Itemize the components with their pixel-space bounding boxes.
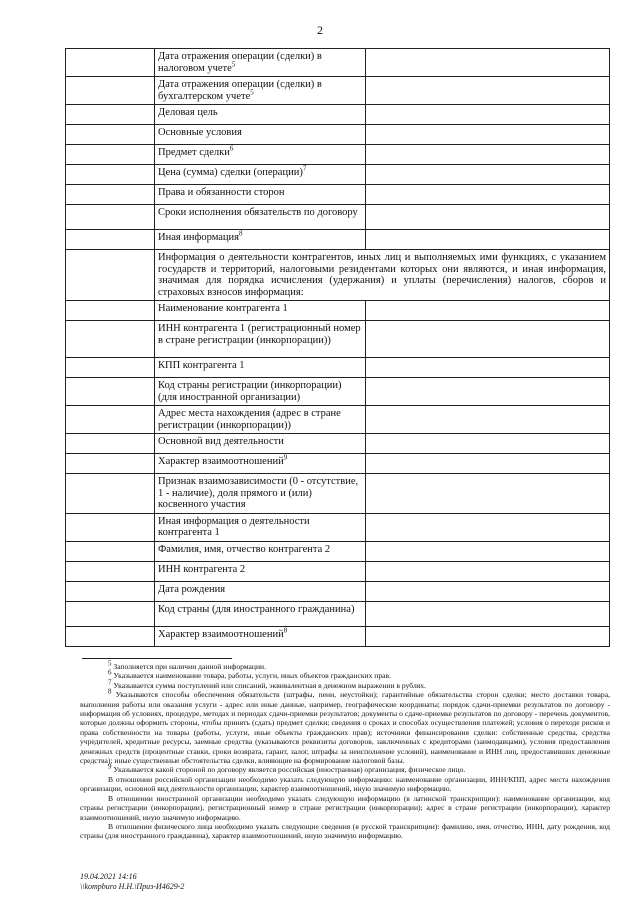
row-label-text: Основной вид деятельности [158, 436, 284, 447]
info-text: Информация о деятельности контрагентов, иных лиц и выполняемых ими функциях, с указанием государств и территорий, налоговыми резидентами которых они являются, и иная информация, значимая для порядка исчисления (удержания) и уплаты (перечисления) налогов, сборов и страховых взносов информация: [155, 250, 610, 301]
table-row [66, 105, 610, 125]
row-value-cell [366, 230, 610, 250]
footnote-ref: 5 [250, 88, 254, 96]
footnote-ref: 5 [231, 60, 236, 68]
row-label [155, 541, 366, 561]
row-value-cell [366, 77, 610, 105]
table-row [66, 358, 610, 378]
row-label [155, 105, 366, 125]
row-label [155, 49, 366, 77]
row-label-text: Дата отражения операции (сделки) в налоговом учете [158, 51, 322, 74]
row-number-cell [66, 406, 155, 434]
row-label-text: Права и обязанности сторон [158, 187, 285, 198]
row-label [155, 301, 366, 321]
row-label-text: Дата отражения операции (сделки) в бухгалтерском учете [158, 79, 322, 102]
row-value-cell [366, 165, 610, 185]
footnote-number: 8 [108, 687, 112, 696]
footnote-number: 7 [108, 678, 112, 687]
info-row [66, 250, 610, 301]
row-label-text: Иная информация о деятельности контрагента 1 [158, 515, 310, 538]
row-value-cell [366, 454, 610, 474]
row-label-text: Фамилия, имя, отчество контрагента 2 [158, 543, 331, 555]
row-label-text: ИНН контрагента 2 [158, 563, 246, 575]
row-number-cell [66, 474, 155, 514]
footnote-text: Указывается какой стороной по договору является российская (иностранная) организация, физическое лицо. [113, 765, 466, 775]
print-stamp [80, 872, 184, 892]
row-label-text: Признак взаимозависимости (0 - отсутствие, 1 - наличие), доля прямого и (или) косвенного участия [158, 476, 359, 510]
row-number-cell [66, 105, 155, 125]
footnote-number: 5 [108, 659, 112, 668]
row-label [155, 378, 366, 406]
row-value-cell [366, 406, 610, 434]
row-value-cell [366, 301, 610, 321]
row-number-cell [66, 601, 155, 626]
row-label-text: Цена (сумма) сделки (операции) [158, 167, 303, 178]
row-label-text: Код страны (для иностранного гражданина) [158, 603, 355, 615]
row-number-cell [66, 513, 155, 541]
row-value-cell [366, 105, 610, 125]
row-label [155, 125, 366, 145]
row-value-cell [366, 378, 610, 406]
row-number-cell [66, 165, 155, 185]
row-label [155, 581, 366, 601]
row-label [155, 601, 366, 626]
row-value-cell [366, 581, 610, 601]
row-value-cell [366, 125, 610, 145]
table-row [66, 626, 610, 646]
row-label-text: Характер взаимоотношений [158, 628, 284, 640]
row-number-cell [66, 358, 155, 378]
row-number-cell [66, 434, 155, 454]
footnote-text: Указывается сумма поступлений или списаний, эквивалентная в денежном выражении в рублях. [113, 680, 426, 690]
row-value-cell [366, 626, 610, 646]
footnotes [80, 659, 610, 841]
counterparty-1-section [66, 301, 610, 542]
row-number-cell [66, 561, 155, 581]
table-row [66, 581, 610, 601]
row-label-text: КПП контрагента 1 [158, 360, 245, 371]
table-row [66, 125, 610, 145]
table-row [66, 474, 610, 514]
row-label [155, 77, 366, 105]
row-value-cell [366, 145, 610, 165]
table-row [66, 49, 610, 77]
table-row [66, 601, 610, 626]
row-label [155, 406, 366, 434]
table-row [66, 454, 610, 474]
table-row [66, 145, 610, 165]
row-number-cell [66, 125, 155, 145]
footnote [80, 687, 610, 766]
table-row [66, 561, 610, 581]
row-value-cell [366, 561, 610, 581]
table-row [66, 434, 610, 454]
print-timestamp: 19.04.2021 14:16 [80, 872, 137, 881]
row-number-cell [66, 541, 155, 561]
table-row [66, 230, 610, 250]
table-row [66, 185, 610, 205]
row-label-text: Код страны регистрации (инкорпорации) (для иностранной организации) [158, 380, 342, 403]
transaction-details-section [66, 49, 610, 250]
counterparty-intro-section [66, 250, 610, 301]
footnote-ref: 8 [239, 229, 243, 238]
row-label [155, 454, 366, 474]
table-row [66, 513, 610, 541]
row-value-cell [366, 358, 610, 378]
footnote-number: 9 [108, 762, 112, 771]
row-label-text: Предмет сделки [158, 147, 230, 158]
row-number-cell [66, 301, 155, 321]
row-label-text: Адрес места нахождения (адрес в стране регистрации (инкорпорации)) [158, 408, 341, 431]
row-number-cell [66, 250, 155, 301]
footnote-text: Указываются способы обеспечения обязательств (штрафы, пени, неустойки); гарантийные обязательства сторон сделки; место доставки товара, выполнения работы или оказания услуги - адрес или иные данные, например, географические координаты; порядок сдачи-приемки результатов по договору - информация об условиях, процедуре, методах и периодах сдачи-приемки результатов; документы о сдаче-приемке результатов по договору - перечень документов, которые должны оформить стороны, чтобы принять (сдать) предмет сделки; сведения о сроках и способах осуществления платежей; условия о переходе рисков и права собственности на товары (работы, услуги, иные объекты гражданских прав); источники финансирования сделки: собственные средства, средства учредителей, кредитные ресурсы, заемные средства (указываются реквизиты договоров, заключенных с кредиторами (заимодавцами), условия предоставления денежных средств (процентные ставки, сроки возврата, гарант, залог, штрафы за неисполнение условий), наименование и ИНН лиц, предоставивших денежные средства); иные существенные обстоятельства сделки, влияющие на формирование налоговой базы. [80, 690, 610, 766]
row-label [155, 474, 366, 514]
footnote-text: В отношении иностранной организации необходимо указать следующую информацию (в латинской транскрипции): наименование организации, код страны регистрации (инкорпорации), регистрационный номер в стране регистрации (инкорпорации); адрес в стране регистрации (инкорпорации), характер взаимоотношений, иную значимую информацию. [80, 793, 610, 822]
table-row [66, 165, 610, 185]
footnote [80, 668, 610, 681]
footnote-ref: 9 [283, 453, 288, 462]
page-number: 2 [317, 23, 323, 37]
footnote-text: Заполняется при наличии данной информации. [113, 662, 267, 671]
row-value-cell [366, 49, 610, 77]
row-label-text: Сроки исполнения обязательств по договору [158, 207, 358, 218]
row-label-text: Дата рождения [158, 583, 226, 595]
row-value-cell [366, 474, 610, 514]
table-row [66, 321, 610, 358]
footnote [80, 794, 610, 822]
row-number-cell [66, 581, 155, 601]
footnote [80, 822, 610, 841]
footnote-ref: 6 [229, 144, 234, 153]
counterparty-2-section [66, 541, 610, 646]
table-row [66, 541, 610, 561]
row-label-text: Деловая цель [158, 107, 218, 118]
footnote [80, 678, 610, 690]
row-value-cell [366, 205, 610, 230]
row-number-cell [66, 230, 155, 250]
row-value-cell [366, 321, 610, 358]
row-label [155, 513, 366, 541]
row-label-text: Иная информация [158, 232, 240, 243]
row-number-cell [66, 454, 155, 474]
row-number-cell [66, 77, 155, 105]
row-number-cell [66, 205, 155, 230]
print-path: \\kompburo Н.Н.\Приз-И4629-2 [80, 882, 185, 891]
footnote [80, 762, 610, 775]
table-row [66, 406, 610, 434]
row-label-text: ИНН контрагента 1 (регистрационный номер в стране регистрации (инкорпорации)) [158, 323, 361, 346]
row-number-cell [66, 145, 155, 165]
row-label [155, 561, 366, 581]
footnote-text: В отношении российской организации необходимо указать следующую информацию: наименование организации, ИНН/КПП, адрес места нахождения организации, основной вид деятельности организации, характер взаимоотношений, иную значимую информацию. [80, 774, 610, 794]
row-number-cell [66, 626, 155, 646]
table-row [66, 205, 610, 230]
row-label-text: Характер взаимоотношений [158, 456, 284, 467]
row-value-cell [366, 185, 610, 205]
row-number-cell [66, 378, 155, 406]
table-row [66, 378, 610, 406]
row-label [155, 434, 366, 454]
row-label [155, 230, 366, 250]
row-label [155, 185, 366, 205]
row-value-cell [366, 601, 610, 626]
row-label-text: Основные условия [158, 127, 242, 138]
row-label [155, 165, 366, 185]
row-label-text: Наименование контрагента 1 [158, 303, 288, 314]
footnote-separator [82, 658, 232, 659]
footnote-ref: 8 [283, 626, 288, 634]
row-number-cell [66, 49, 155, 77]
row-value-cell [366, 513, 610, 541]
row-number-cell [66, 321, 155, 358]
transaction-info-table [65, 48, 610, 647]
row-value-cell [366, 541, 610, 561]
footnote-text: В отношении физического лица необходимо указать следующие сведения (в русской транскрипции): фамилию, имя, отчество, ИНН, дату рождения, код страны (для иностранного гражданина), характер взаимоотношений, иную значимую информацию. [80, 821, 610, 841]
table-row [66, 77, 610, 105]
row-label [155, 321, 366, 358]
row-label [155, 205, 366, 230]
footnote [80, 659, 610, 671]
row-number-cell [66, 185, 155, 205]
footnote [80, 775, 610, 794]
row-value-cell [366, 434, 610, 454]
table-row [66, 301, 610, 321]
row-label [155, 358, 366, 378]
row-label [155, 626, 366, 646]
footnote-number: 6 [108, 668, 112, 677]
row-label [155, 145, 366, 165]
footnote-ref: 7 [302, 164, 307, 173]
footnote-text: Указывается наименование товара, работы, услуги, иных объектов гражданских прав. [113, 671, 391, 681]
